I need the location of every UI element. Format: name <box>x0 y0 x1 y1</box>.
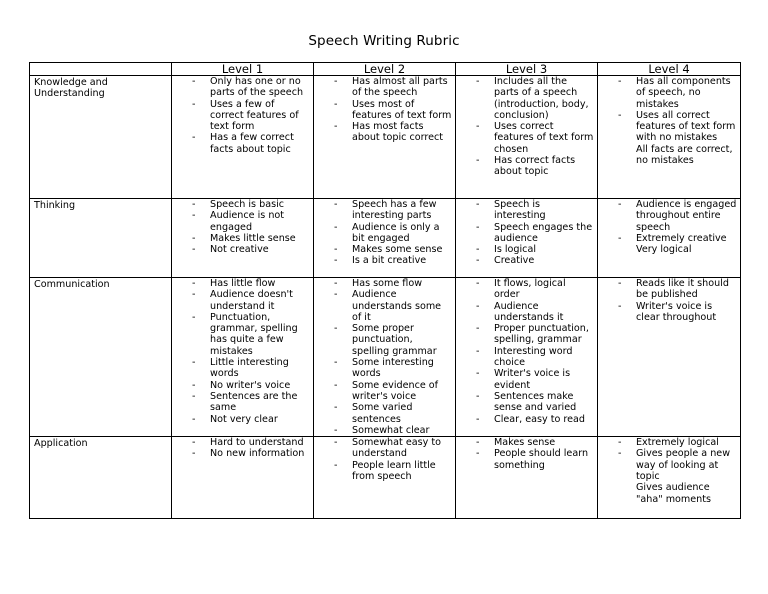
descriptor-list <box>314 437 455 482</box>
descriptor-list <box>172 199 313 255</box>
level-cell <box>456 199 598 278</box>
list-item: - Writer's voice is clear throughout <box>618 301 737 324</box>
list-item: - Hard to understand <box>192 437 310 448</box>
list-item: - Not very clear <box>192 414 310 425</box>
list-item: - Clear, easy to read <box>476 414 594 425</box>
header-cell-level-1: Level 1 <box>172 63 314 76</box>
list-item: - Proper punctuation, spelling, grammar <box>476 323 594 346</box>
criterion-cell: Application <box>30 437 172 519</box>
list-item: - It flows, logical order <box>476 278 594 301</box>
level-cell <box>456 437 598 519</box>
level-cell <box>172 278 314 437</box>
list-item: - Extremely creative <box>618 233 737 244</box>
list-item: - Speech engages the audience <box>476 222 594 245</box>
descriptor-list <box>172 76 313 155</box>
list-item: - Is a bit creative <box>334 255 452 266</box>
list-item: - Speech is basic <box>192 199 310 210</box>
list-item: - Not creative <box>192 244 310 255</box>
list-item: - Audience doesn't understand it <box>192 289 310 312</box>
list-item: - Little interesting words <box>192 357 310 380</box>
list-item: - Has almost all parts of the speech <box>334 76 452 99</box>
descriptor-list <box>456 437 597 471</box>
level-cell <box>598 278 741 437</box>
level-cell <box>598 199 741 278</box>
list-item: - Some proper punctuation, spelling grammar <box>334 323 452 357</box>
table-row <box>30 199 741 278</box>
list-item: - Extremely logical <box>618 437 737 448</box>
header-row <box>30 63 741 76</box>
level-cell <box>598 76 741 199</box>
list-item: - Sentences are the same <box>192 391 310 414</box>
list-item: - Makes some sense <box>334 244 452 255</box>
list-item: - Is logical <box>476 244 594 255</box>
list-item: - Uses all correct features of text form with no mistakes <box>618 110 737 144</box>
header-cell-level-4: Level 4 <box>598 63 741 76</box>
descriptor-list <box>456 199 597 267</box>
list-item: - Audience is only a bit engaged <box>334 222 452 245</box>
list-item: - Has some flow <box>334 278 452 289</box>
descriptor-list <box>314 278 455 436</box>
descriptor-list <box>172 278 313 425</box>
list-item: - No writer's voice <box>192 380 310 391</box>
level-cell <box>172 199 314 278</box>
descriptor-list <box>598 76 740 166</box>
list-item: - Has little flow <box>192 278 310 289</box>
list-item: - Only has one or no parts of the speech <box>192 76 310 99</box>
list-item: - Uses a few of correct features of text form <box>192 99 310 133</box>
header-cell-level-3: Level 3 <box>456 63 598 76</box>
list-item: - Some varied sentences <box>334 402 452 425</box>
list-item: - Some evidence of writer's voice <box>334 380 452 403</box>
descriptor-list <box>314 199 455 267</box>
list-item: - Uses correct features of text form chosen <box>476 121 594 155</box>
list-item: - Has most facts about topic correct <box>334 121 452 144</box>
descriptor-list <box>598 437 740 505</box>
rubric-table <box>29 62 741 519</box>
level-cell <box>314 437 456 519</box>
list-item: - Somewhat clear <box>334 425 452 436</box>
list-item: - People learn little from speech <box>334 460 452 483</box>
header-cell-level-2: Level 2 <box>314 63 456 76</box>
list-item: - Audience is engaged throughout entire speech <box>618 199 737 233</box>
list-item: All facts are correct, no mistakes <box>636 143 733 167</box>
list-item: - Somewhat easy to understand <box>334 437 452 460</box>
list-item: - Makes little sense <box>192 233 310 244</box>
criterion-cell: Communication <box>30 278 172 437</box>
list-item: - Interesting word choice <box>476 346 594 369</box>
list-item: Very logical <box>636 244 692 256</box>
list-item: - Punctuation, grammar, spelling has quite a few mistakes <box>192 312 310 357</box>
table-row <box>30 278 741 437</box>
list-item: - Gives people a new way of looking at topic <box>618 448 737 482</box>
list-item: - Speech has a few interesting parts <box>334 199 452 222</box>
descriptor-list <box>598 278 740 323</box>
list-item: - Has a few correct facts about topic <box>192 132 310 155</box>
table-row <box>30 76 741 199</box>
list-item: - Speech is interesting <box>476 199 594 222</box>
criterion-cell: Knowledge and Understanding <box>30 76 172 199</box>
list-item: - Has correct facts about topic <box>476 155 594 178</box>
descriptor-list <box>456 278 597 425</box>
descriptor-list <box>456 76 597 178</box>
table-row <box>30 437 741 519</box>
header-cell-criteria <box>30 63 172 76</box>
descriptor-list <box>598 199 740 255</box>
level-cell <box>598 437 741 519</box>
descriptor-list <box>314 76 455 144</box>
list-item: - Creative <box>476 255 594 266</box>
list-item: - Audience understands some of it <box>334 289 452 323</box>
page-title: Speech Writing Rubric <box>308 33 460 49</box>
list-item: - Has all components of speech, no mistakes <box>618 76 737 110</box>
list-item: - Some interesting words <box>334 357 452 380</box>
criterion-cell: Thinking <box>30 199 172 278</box>
descriptor-list <box>172 437 313 460</box>
list-item: - Reads like it should be published <box>618 278 737 301</box>
list-item: - Writer's voice is evident <box>476 368 594 391</box>
level-cell <box>456 76 598 199</box>
list-item: - Includes all the parts of a speech (introduction, body, conclusion) <box>476 76 594 121</box>
list-item: - Audience is not engaged <box>192 210 310 233</box>
list-item: - Makes sense <box>476 437 594 448</box>
list-item: - No new information <box>192 448 310 459</box>
level-cell <box>314 278 456 437</box>
list-item: - Uses most of features of text form <box>334 99 452 122</box>
level-cell <box>314 76 456 199</box>
list-item: - People should learn something <box>476 448 594 471</box>
level-cell <box>172 437 314 519</box>
level-cell <box>456 278 598 437</box>
list-item: Gives audience "aha" moments <box>636 482 712 505</box>
level-cell <box>314 199 456 278</box>
list-item: - Audience understands it <box>476 301 594 324</box>
level-cell <box>172 76 314 199</box>
list-item: - Sentences make sense and varied <box>476 391 594 414</box>
